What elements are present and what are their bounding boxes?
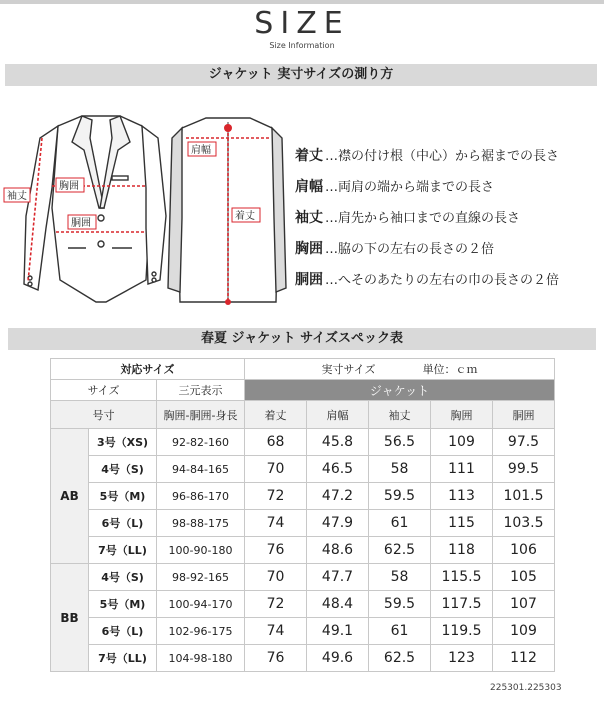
size-cell: 4号（S)	[89, 456, 157, 483]
value-cell: 47.9	[307, 510, 369, 537]
size-cell: 6号（L)	[89, 618, 157, 645]
measure-section-title: ジャケット 実寸サイズの測り方	[5, 64, 597, 86]
dims-cell: 100-94-170	[157, 591, 245, 618]
value-cell: 72	[245, 483, 307, 510]
top-rule	[0, 0, 604, 4]
value-cell: 76	[245, 537, 307, 564]
value-cell: 59.5	[369, 591, 431, 618]
value-cell: 48.6	[307, 537, 369, 564]
legend-item	[295, 207, 600, 238]
label-sleeve: 袖丈	[7, 191, 27, 202]
value-cell: 97.5	[493, 429, 555, 456]
value-cell: 109	[493, 618, 555, 645]
value-cell: 47.7	[307, 564, 369, 591]
header-body: 胸囲-胴囲-身長	[157, 401, 245, 429]
value-cell: 59.5	[369, 483, 431, 510]
value-cell: 70	[245, 564, 307, 591]
value-cell: 74	[245, 618, 307, 645]
value-cell: 113	[431, 483, 493, 510]
value-cell: 48.4	[307, 591, 369, 618]
value-cell: 58	[369, 564, 431, 591]
page-subtitle: Size Information	[269, 41, 335, 50]
legend-term: 肩幅	[295, 179, 323, 195]
table-row	[51, 645, 555, 672]
value-cell: 61	[369, 618, 431, 645]
size-cell: 3号（XS)	[89, 429, 157, 456]
header-3d: 三元表示	[157, 380, 245, 401]
dims-cell: 96-86-170	[157, 483, 245, 510]
page-title: SIZE	[254, 6, 350, 41]
size-cell: 4号（S)	[89, 564, 157, 591]
legend-item	[295, 238, 600, 269]
table-row	[51, 510, 555, 537]
legend-item	[295, 269, 600, 300]
legend-desc: …両肩の端から端までの長さ	[325, 180, 495, 195]
value-cell: 72	[245, 591, 307, 618]
label-waist: 胴囲	[71, 218, 91, 229]
value-cell: 118	[431, 537, 493, 564]
header-unit-label: 単位：ｃｍ	[422, 363, 478, 376]
value-cell: 46.5	[307, 456, 369, 483]
value-cell: 109	[431, 429, 493, 456]
dims-cell: 104-98-180	[157, 645, 245, 672]
col-sleeve: 袖丈	[369, 401, 431, 429]
legend-desc: …脇の下の左右の長さの２倍	[325, 242, 495, 257]
jacket-back-illustration	[168, 118, 286, 302]
value-cell: 117.5	[431, 591, 493, 618]
col-chest: 胸囲	[431, 401, 493, 429]
value-cell: 61	[369, 510, 431, 537]
value-cell: 47.2	[307, 483, 369, 510]
size-cell: 7号（LL)	[89, 537, 157, 564]
dims-cell: 92-82-160	[157, 429, 245, 456]
value-cell: 62.5	[369, 645, 431, 672]
col-length: 着丈	[245, 401, 307, 429]
value-cell: 111	[431, 456, 493, 483]
value-cell: 45.8	[307, 429, 369, 456]
legend-item	[295, 176, 600, 207]
value-cell: 115.5	[431, 564, 493, 591]
table-row	[51, 618, 555, 645]
label-length: 着丈	[235, 211, 255, 222]
value-cell: 76	[245, 645, 307, 672]
size-cell: 6号（L)	[89, 510, 157, 537]
size-cell: 7号（LL)	[89, 645, 157, 672]
header-jacket: ジャケット	[245, 380, 555, 401]
dims-cell: 98-88-175	[157, 510, 245, 537]
value-cell: 119.5	[431, 618, 493, 645]
legend-desc: …肩先から袖口までの直線の長さ	[325, 211, 521, 226]
table-row	[51, 483, 555, 510]
dims-cell: 94-84-165	[157, 456, 245, 483]
table-row	[51, 456, 555, 483]
legend-term: 着丈	[295, 148, 323, 164]
value-cell: 105	[493, 564, 555, 591]
legend-term: 胸囲	[295, 241, 323, 257]
value-cell: 99.5	[493, 456, 555, 483]
value-cell: 56.5	[369, 429, 431, 456]
header-actual-size	[245, 359, 555, 380]
label-chest: 胸囲	[59, 181, 79, 192]
size-cell: 5号（M)	[89, 483, 157, 510]
table-row	[51, 564, 555, 591]
legend-desc: …襟の付け根（中心）から裾までの長さ	[325, 149, 560, 164]
measure-legend	[295, 145, 600, 300]
table-row	[51, 429, 555, 456]
legend-item	[295, 145, 600, 176]
value-cell: 112	[493, 645, 555, 672]
value-cell: 70	[245, 456, 307, 483]
size-cell: 5号（M)	[89, 591, 157, 618]
legend-term: 胴囲	[295, 272, 323, 288]
value-cell: 123	[431, 645, 493, 672]
value-cell: 68	[245, 429, 307, 456]
legend-term: 袖丈	[295, 210, 323, 226]
value-cell: 101.5	[493, 483, 555, 510]
value-cell: 49.1	[307, 618, 369, 645]
value-cell: 49.6	[307, 645, 369, 672]
spec-section-title: 春夏 ジャケット サイズスペック表	[8, 328, 596, 350]
table-row	[51, 591, 555, 618]
dims-cell: 102-96-175	[157, 618, 245, 645]
value-cell: 74	[245, 510, 307, 537]
value-cell: 115	[431, 510, 493, 537]
collar-point-icon	[224, 124, 232, 132]
header-number: 号寸	[51, 401, 157, 429]
group-ab: AB	[51, 429, 89, 564]
value-cell: 58	[369, 456, 431, 483]
size-spec-table	[50, 358, 555, 672]
col-shoulder: 肩幅	[307, 401, 369, 429]
value-cell: 106	[493, 537, 555, 564]
dims-cell: 98-92-165	[157, 564, 245, 591]
header-size: サイズ	[51, 380, 157, 401]
value-cell: 62.5	[369, 537, 431, 564]
legend-desc: …へそのあたりの左右の巾の長さの２倍	[325, 273, 560, 288]
group-bb: BB	[51, 564, 89, 672]
dims-cell: 100-90-180	[157, 537, 245, 564]
jacket-front-illustration	[24, 116, 166, 302]
table-row	[51, 537, 555, 564]
header-actual-label: 実寸サイズ	[321, 363, 376, 376]
product-code: 225301.225303	[490, 683, 562, 693]
value-cell: 107	[493, 591, 555, 618]
col-waist: 胴囲	[493, 401, 555, 429]
value-cell: 103.5	[493, 510, 555, 537]
label-shoulder: 肩幅	[191, 145, 211, 156]
header-size-group: 対応サイズ	[51, 359, 245, 380]
